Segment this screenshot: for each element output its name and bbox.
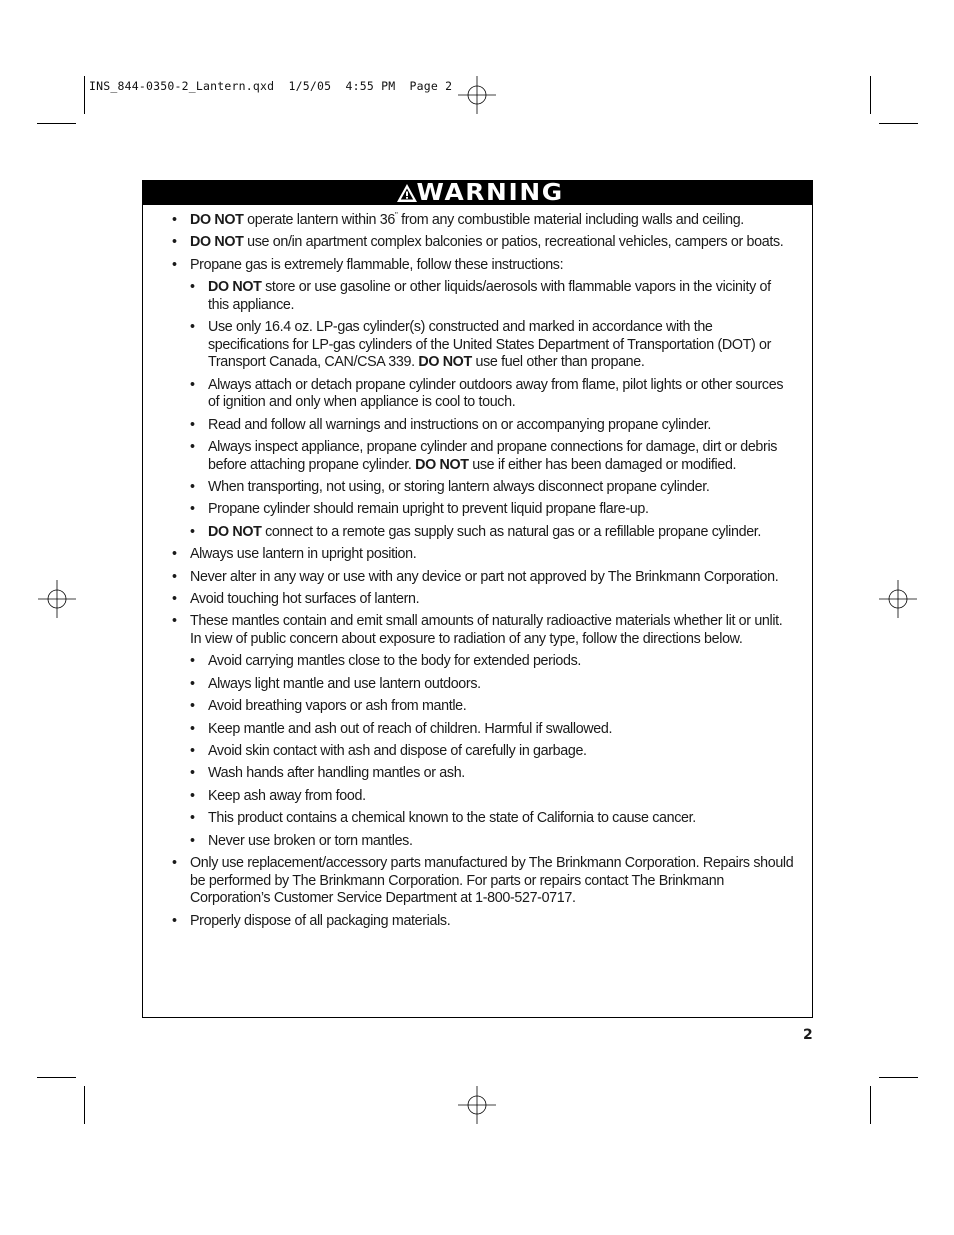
mantle-sublist [190, 653, 794, 850]
list-item: • Propane cylinder should remain upright to prevent liquid propane flare-up. [190, 501, 794, 519]
crop-mark [870, 1086, 871, 1124]
list-item: • Always light mantle and use lantern outdoors. [190, 676, 794, 694]
crop-mark [37, 123, 76, 124]
list-item: • Always inspect appliance, propane cylinder and propane connections for damage, dirt or debris before attaching propane cylinder. DO NOT use if either has been damaged or modified. [190, 439, 794, 474]
crop-mark [870, 76, 871, 114]
list-item: • Never use broken or torn mantles. [190, 833, 794, 851]
list-item: • Keep ash away from food. [190, 788, 794, 806]
list-item: • Properly dispose of all packaging materials. [172, 913, 794, 931]
list-item: • Use only 16.4 oz. LP-gas cylinder(s) constructed and marked in accordance with the specifications for LP-gas cylinders of the United States Department of Transportation (DOT) or Transport Canada, CAN/CSA 339. DO NOT use fuel other than propane. [190, 319, 794, 372]
crop-mark [879, 1077, 918, 1078]
list-item: • DO NOT use on/in apartment complex balconies or patios, recreational vehicles, campers or boats. [172, 234, 794, 252]
list-item: • When transporting, not using, or storing lantern always disconnect propane cylinder. [190, 479, 794, 497]
registration-mark-icon [458, 1086, 496, 1124]
crop-mark [37, 1077, 76, 1078]
list-item: • Read and follow all warnings and instructions on or accompanying propane cylinder. [190, 417, 794, 435]
list-item: • Never alter in any way or use with any device or part not approved by The Brinkmann Corporation. [172, 569, 794, 587]
propane-sublist [190, 279, 794, 541]
list-item: • Always use lantern in upright position. [172, 546, 794, 564]
crop-mark [84, 76, 85, 114]
warning-box [142, 180, 813, 1018]
list-item: • This product contains a chemical known to the state of California to cause cancer. [190, 810, 794, 828]
warning-title: WARNING [416, 180, 565, 206]
page-number: 2 [803, 1027, 813, 1043]
warning-list [172, 212, 794, 930]
alert-triangle-icon [396, 183, 418, 203]
list-item: • Keep mantle and ash out of reach of children. Harmful if swallowed. [190, 721, 794, 739]
warning-body [143, 205, 812, 930]
list-item: • Avoid breathing vapors or ash from mantle. [190, 698, 794, 716]
list-item: • Avoid carrying mantles close to the body for extended periods. [190, 653, 794, 671]
registration-mark-icon [458, 76, 496, 114]
list-item: • DO NOT store or use gasoline or other liquids/aerosols with flammable vapors in the vicinity of this appliance. [190, 279, 794, 314]
list-item: • Propane gas is extremely flammable, follow these instructions: • DO NOT store or use gasoline or other liquids/aerosols with flammable vapors in the vicinity of this appliance. • Use only 16.4 oz. LP-gas cylinder(s) constructed and marked in accordance with the specifications for LP-gas cylinders of the United States Department of Transportation (DOT) or Transport Canada, CAN/CSA 339. DO NOT use fuel other than propane. • Always attach or detach propane cylinder outdoors away from flame, pilot lights or other sources of ignition and only when appliance is cool to touch. • Read and follow all warnings and instructions on or accompanying propane cylinder. • Always inspect appliance, propane cylinder and propane connections for damage, dirt or debris before attaching propane cylinder. DO NOT use if either has been damaged or modified. • When transporting, not using, or storing lantern always disconnect propane cylinder. • Propane cylinder should remain upright to prevent liquid propane flare-up. • DO NOT connect to a remote gas supply such as natural gas or a refillable propane cylinder. [172, 257, 794, 542]
warning-header [143, 181, 812, 205]
list-item: • Always attach or detach propane cylinder outdoors away from flame, pilot lights or other sources of ignition and only when appliance is cool to touch. [190, 377, 794, 412]
list-item: • DO NOT connect to a remote gas supply such as natural gas or a refillable propane cylinder. [190, 524, 794, 542]
registration-mark-icon [879, 580, 917, 618]
crop-mark [84, 1086, 85, 1124]
list-item: • DO NOT operate lantern within 36" from any combustible material including walls and ceiling. [172, 212, 794, 230]
list-item: • Wash hands after handling mantles or ash. [190, 765, 794, 783]
file-slug: INS_844-0350-2_Lantern.qxd 1/5/05 4:55 PM Page 2 [89, 79, 453, 93]
crop-mark [879, 123, 918, 124]
list-item: • Avoid skin contact with ash and dispose of carefully in garbage. [190, 743, 794, 761]
list-item: • Avoid touching hot surfaces of lantern. [172, 591, 794, 609]
list-item: • These mantles contain and emit small amounts of naturally radioactive materials whether lit or unlit. In view of public concern about exposure to radiation of any type, follow the directions below. • Avoid carrying mantles close to the body for extended periods. • Always light mantle and use lantern outdoors. • Avoid breathing vapors or ash from mantle. • Keep mantle and ash out of reach of children. Harmful if swallowed. • Avoid skin contact with ash and dispose of carefully in garbage. • Wash hands after handling mantles or ash. • Keep ash away from food. • This product contains a chemical known to the state of California to cause cancer. • Never use broken or torn mantles. [172, 613, 794, 850]
registration-mark-icon [38, 580, 76, 618]
list-item: • Only use replacement/accessory parts manufactured by The Brinkmann Corporation. Repairs should be performed by The Brinkmann Corporation. For parts or repairs contact The Brinkmann Corporation’s Customer Service Department at 1-800-527-0717. [172, 855, 794, 908]
